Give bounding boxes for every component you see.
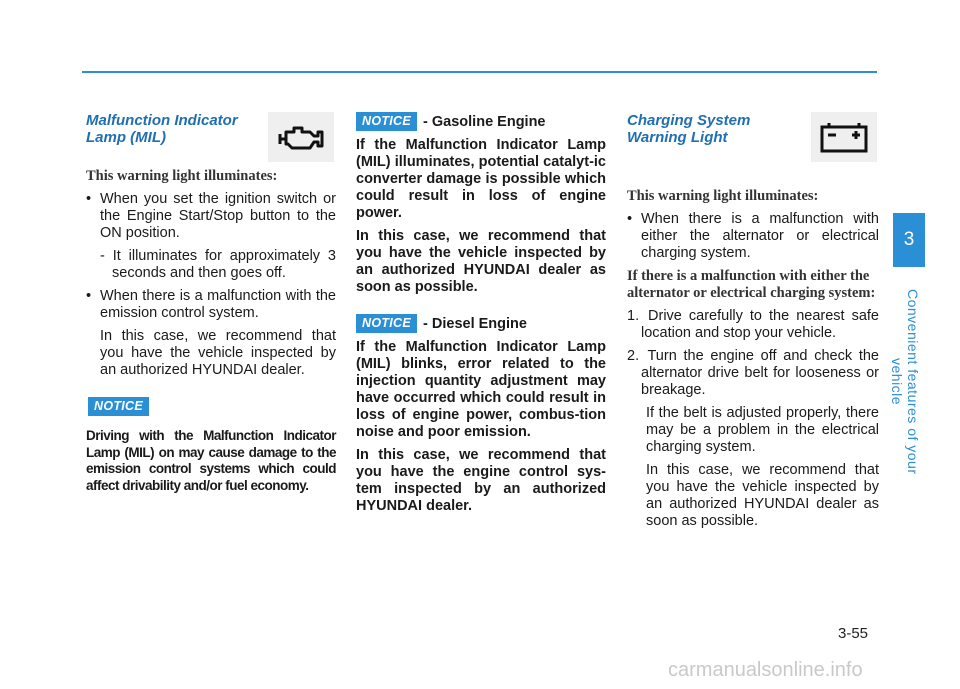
charging-step-2 bbox=[627, 348, 879, 399]
mil-heading-line2: Lamp (MIL) bbox=[86, 129, 166, 146]
step-1-text: Drive carefully to the nearest safe location and stop your vehicle. bbox=[641, 308, 879, 341]
mil-heading-row bbox=[86, 112, 336, 168]
charging-step-1 bbox=[627, 308, 879, 342]
diesel-notice-title: - Diesel Engine bbox=[423, 315, 527, 332]
watermark: carmanualsonline.info bbox=[668, 659, 863, 681]
battery-icon bbox=[811, 112, 877, 162]
mil-notice-text: Driving with the Malfunction Indicator Lamp (MIL) on may cause damage to the emission control systems which could affect drivability and/or fuel economy. bbox=[86, 428, 336, 493]
mil-bullet-1 bbox=[86, 191, 336, 242]
mil-bullet-1-text: When you set the ignition switch or the Engine Start/Stop button to the ON position. bbox=[100, 191, 336, 241]
charging-section bbox=[627, 112, 879, 536]
notice-badge: NOTICE bbox=[356, 112, 417, 131]
mil-sub-1: - It illuminates for approximately 3 seconds and then goes off. bbox=[100, 248, 336, 281]
top-rule bbox=[82, 71, 877, 73]
mil-notice-row bbox=[88, 397, 336, 416]
mil-bullet-2-para: In this case, we recommend that you have the vehicle inspected by an authorized HYUNDAI dealer. bbox=[100, 328, 336, 378]
mil-bullet-2-text: When there is a malfunction with the emission control system. bbox=[100, 288, 336, 321]
notice-badge: NOTICE bbox=[356, 314, 417, 333]
mil-heading-line1: Malfunction Indicator bbox=[86, 112, 238, 129]
diesel-notice-para-1: If the Malfunction Indicator Lamp (MIL) blinks, error related to the injection quantity adjustment may have occurred which could result in loss of engine power, combus-tion noise and poor emission. bbox=[356, 339, 606, 440]
mil-bullet-2 bbox=[86, 288, 336, 322]
charging-heading bbox=[627, 112, 797, 146]
charging-heading-row bbox=[627, 112, 879, 188]
mil-heading bbox=[86, 112, 256, 146]
diesel-notice-row bbox=[356, 314, 606, 333]
step-number: 1. bbox=[627, 308, 640, 324]
notice-badge: NOTICE bbox=[88, 397, 149, 416]
chapter-label: Convenient features of your vehicle bbox=[889, 289, 921, 475]
mil-notice-section bbox=[356, 112, 606, 521]
charging-heading-line1: Charging System bbox=[627, 112, 751, 129]
charging-subheading-2: If there is a malfunction with either the alternator or electrical charging system: bbox=[627, 268, 876, 301]
gasoline-notice-para-2: In this case, we recommend that you have the vehicle inspected by an authorized HYUNDAI dealer as soon as possible. bbox=[356, 228, 606, 295]
chapter-tab: 3 bbox=[893, 213, 925, 267]
charging-bullet-1-text: When there is a malfunction with either the alternator or electrical charging system. bbox=[641, 211, 879, 261]
mil-subheading: This warning light illuminates: bbox=[86, 168, 278, 184]
step-2-text: Turn the engine off and check the alternator drive belt for looseness or breakage. bbox=[641, 348, 879, 398]
gasoline-notice-para-1: If the Malfunction Indicator Lamp (MIL) illuminates, potential catalyt-ic converter damage is possible which could result in loss of engine power. bbox=[356, 137, 606, 221]
page-number: 3-55 bbox=[838, 625, 869, 642]
charging-subheading: This warning light illuminates: bbox=[627, 188, 819, 204]
charging-step-2-para-2: In this case, we recommend that you have the vehicle inspected by an authorized HYUNDAI dealer as soon as possible. bbox=[646, 462, 879, 529]
mil-section bbox=[86, 112, 336, 500]
charging-heading-line2: Warning Light bbox=[627, 129, 728, 146]
engine-check-icon-graphic bbox=[276, 122, 326, 152]
gasoline-notice-row bbox=[356, 112, 606, 131]
step-number: 2. bbox=[627, 348, 640, 364]
battery-icon-graphic bbox=[819, 121, 869, 153]
gasoline-notice-title: - Gasoline Engine bbox=[423, 113, 546, 130]
charging-step-2-para-1: If the belt is adjusted properly, there may be a problem in the electrical charging system. bbox=[646, 405, 879, 455]
charging-bullet-1 bbox=[627, 211, 879, 262]
diesel-notice-para-2: In this case, we recommend that you have the engine control sys-tem inspected by an authorized HYUNDAI dealer. bbox=[356, 447, 606, 514]
engine-check-icon bbox=[268, 112, 334, 162]
